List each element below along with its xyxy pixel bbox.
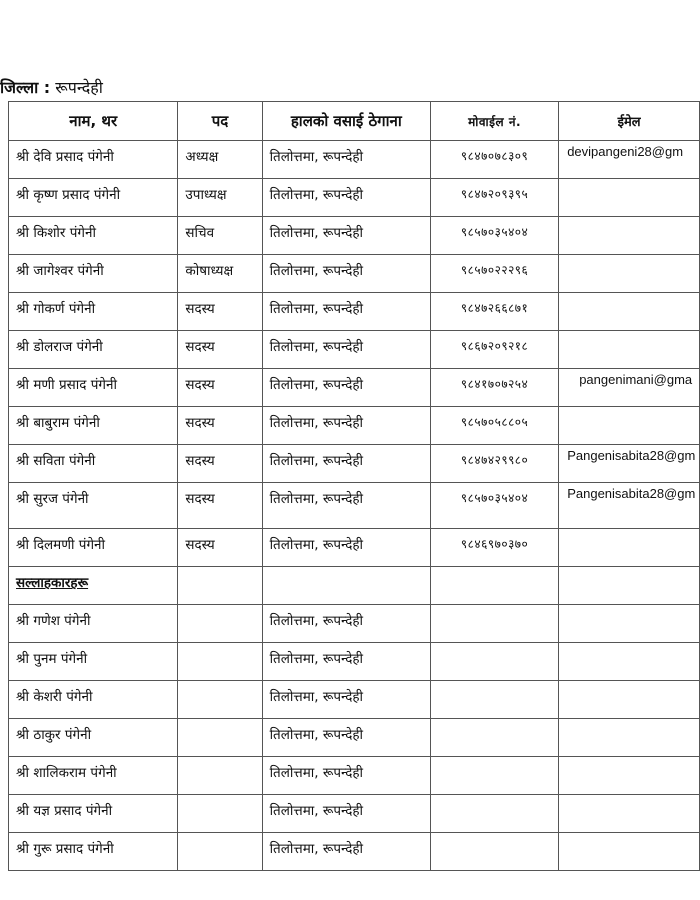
advisor-address: तिलोत्तमा, रूपन्देही <box>262 757 430 795</box>
member-name: श्री दिलमणी पंगेनी <box>9 529 178 567</box>
header-name: नाम, थर <box>9 102 178 141</box>
empty-cell <box>430 833 558 871</box>
member-email <box>559 331 700 369</box>
empty-cell <box>559 643 700 681</box>
advisor-name: श्री ठाकुर पंगेनी <box>9 719 178 757</box>
empty-cell <box>430 605 558 643</box>
advisor-row <box>9 757 700 795</box>
member-name: श्री किशोर पंगेनी <box>9 217 178 255</box>
member-address: तिलोत्तमा, रूपन्देही <box>262 255 430 293</box>
empty-cell <box>559 681 700 719</box>
advisors-heading: सल्लाहकारहरू <box>9 567 178 605</box>
district-label: जिल्ला : <box>0 78 51 97</box>
advisor-name: श्री केशरी पंगेनी <box>9 681 178 719</box>
advisor-address: तिलोत्तमा, रूपन्देही <box>262 681 430 719</box>
advisor-name: श्री यज्ञ प्रसाद पंगेनी <box>9 795 178 833</box>
member-post: कोषाध्यक्ष <box>178 255 262 293</box>
member-email: pangenimani@gma <box>559 369 700 407</box>
member-email: Pangenisabita28@gm <box>559 483 700 529</box>
advisor-name: श्री गणेश पंगेनी <box>9 605 178 643</box>
committee-table <box>8 101 700 871</box>
member-post: सदस्य <box>178 445 262 483</box>
table-row <box>9 407 700 445</box>
member-mobile: ९८४१७०७२५४ <box>430 369 558 407</box>
member-mobile: ९८४७०७८३०९ <box>430 141 558 179</box>
member-name: श्री सविता पंगेनी <box>9 445 178 483</box>
table-row <box>9 179 700 217</box>
member-name: श्री देवि प्रसाद पंगेनी <box>9 141 178 179</box>
header-mobile: मोवाईल नं. <box>430 102 558 141</box>
member-mobile: ९८६७२०९२१८ <box>430 331 558 369</box>
header-address: हालको वसाई ठेगाना <box>262 102 430 141</box>
member-email: devipangeni28@gm <box>559 141 700 179</box>
table-row <box>9 255 700 293</box>
empty-cell <box>559 605 700 643</box>
district-line <box>0 76 103 98</box>
district-value: रूपन्देही <box>55 78 103 97</box>
empty-cell <box>430 795 558 833</box>
empty-cell <box>559 757 700 795</box>
member-address: तिलोत्तमा, रूपन्देही <box>262 483 430 529</box>
member-name: श्री सुरज पंगेनी <box>9 483 178 529</box>
member-email <box>559 407 700 445</box>
member-mobile: ९८४७४२९९८० <box>430 445 558 483</box>
empty-cell <box>178 833 262 871</box>
table-row <box>9 369 700 407</box>
empty-cell <box>430 643 558 681</box>
table-row <box>9 529 700 567</box>
advisor-address: तिलोत्तमा, रूपन्देही <box>262 795 430 833</box>
member-post: सदस्य <box>178 293 262 331</box>
member-mobile: ९८५७०३५४०४ <box>430 483 558 529</box>
empty-cell <box>430 757 558 795</box>
header-post: पद <box>178 102 262 141</box>
member-mobile: ९८४७२६६८७१ <box>430 293 558 331</box>
empty-cell <box>430 719 558 757</box>
empty-cell <box>178 567 262 605</box>
member-post: सदस्य <box>178 369 262 407</box>
table-row <box>9 141 700 179</box>
advisor-row <box>9 681 700 719</box>
member-mobile: ९८५७०३५४०४ <box>430 217 558 255</box>
member-name: श्री गोकर्ण पंगेनी <box>9 293 178 331</box>
member-address: तिलोत्तमा, रूपन्देही <box>262 445 430 483</box>
member-post: सदस्य <box>178 529 262 567</box>
advisor-name: श्री पुनम पंगेनी <box>9 643 178 681</box>
member-mobile: ९८५७०२२२९६ <box>430 255 558 293</box>
advisor-row <box>9 833 700 871</box>
member-email <box>559 529 700 567</box>
advisor-row <box>9 719 700 757</box>
empty-cell <box>559 719 700 757</box>
member-post: सदस्य <box>178 483 262 529</box>
member-address: तिलोत्तमा, रूपन्देही <box>262 141 430 179</box>
member-address: तिलोत्तमा, रूपन्देही <box>262 293 430 331</box>
member-name: श्री जागेश्वर पंगेनी <box>9 255 178 293</box>
member-post: सदस्य <box>178 407 262 445</box>
member-post: सचिव <box>178 217 262 255</box>
table-row <box>9 331 700 369</box>
empty-cell <box>430 567 558 605</box>
member-name: श्री बाबुराम पंगेनी <box>9 407 178 445</box>
member-email: Pangenisabita28@gm <box>559 445 700 483</box>
member-email <box>559 179 700 217</box>
empty-cell <box>559 833 700 871</box>
empty-cell <box>178 757 262 795</box>
empty-cell <box>430 681 558 719</box>
member-address: तिलोत्तमा, रूपन्देही <box>262 529 430 567</box>
empty-cell <box>178 681 262 719</box>
advisor-row <box>9 795 700 833</box>
empty-cell <box>178 643 262 681</box>
advisor-name: श्री गुरू प्रसाद पंगेनी <box>9 833 178 871</box>
member-address: तिलोत्तमा, रूपन्देही <box>262 331 430 369</box>
member-mobile: ९८४७२०९३९५ <box>430 179 558 217</box>
member-post: सदस्य <box>178 331 262 369</box>
member-address: तिलोत्तमा, रूपन्देही <box>262 217 430 255</box>
member-email <box>559 255 700 293</box>
member-mobile: ९८४६९७०३७० <box>430 529 558 567</box>
member-name: श्री डोलराज पंगेनी <box>9 331 178 369</box>
member-name: श्री मणी प्रसाद पंगेनी <box>9 369 178 407</box>
advisor-address: तिलोत्तमा, रूपन्देही <box>262 833 430 871</box>
advisor-name: श्री शालिकराम पंगेनी <box>9 757 178 795</box>
table-row <box>9 483 700 529</box>
member-email <box>559 293 700 331</box>
empty-cell <box>559 567 700 605</box>
advisor-address: तिलोत्तमा, रूपन्देही <box>262 605 430 643</box>
table-row <box>9 217 700 255</box>
empty-cell <box>178 795 262 833</box>
member-address: तिलोत्तमा, रूपन्देही <box>262 369 430 407</box>
advisor-row <box>9 605 700 643</box>
member-name: श्री कृष्ण प्रसाद पंगेनी <box>9 179 178 217</box>
advisors-heading-row <box>9 567 700 605</box>
member-address: तिलोत्तमा, रूपन्देही <box>262 407 430 445</box>
header-email: ईमेल <box>559 102 700 141</box>
member-post: उपाध्यक्ष <box>178 179 262 217</box>
advisor-address: तिलोत्तमा, रूपन्देही <box>262 643 430 681</box>
member-email <box>559 217 700 255</box>
table-row <box>9 445 700 483</box>
empty-cell <box>178 605 262 643</box>
table-header-row <box>9 102 700 141</box>
member-address: तिलोत्तमा, रूपन्देही <box>262 179 430 217</box>
member-mobile: ९८५७०५८८०५ <box>430 407 558 445</box>
member-post: अध्यक्ष <box>178 141 262 179</box>
empty-cell <box>262 567 430 605</box>
empty-cell <box>178 719 262 757</box>
advisor-row <box>9 643 700 681</box>
table-row <box>9 293 700 331</box>
empty-cell <box>559 795 700 833</box>
advisor-address: तिलोत्तमा, रूपन्देही <box>262 719 430 757</box>
